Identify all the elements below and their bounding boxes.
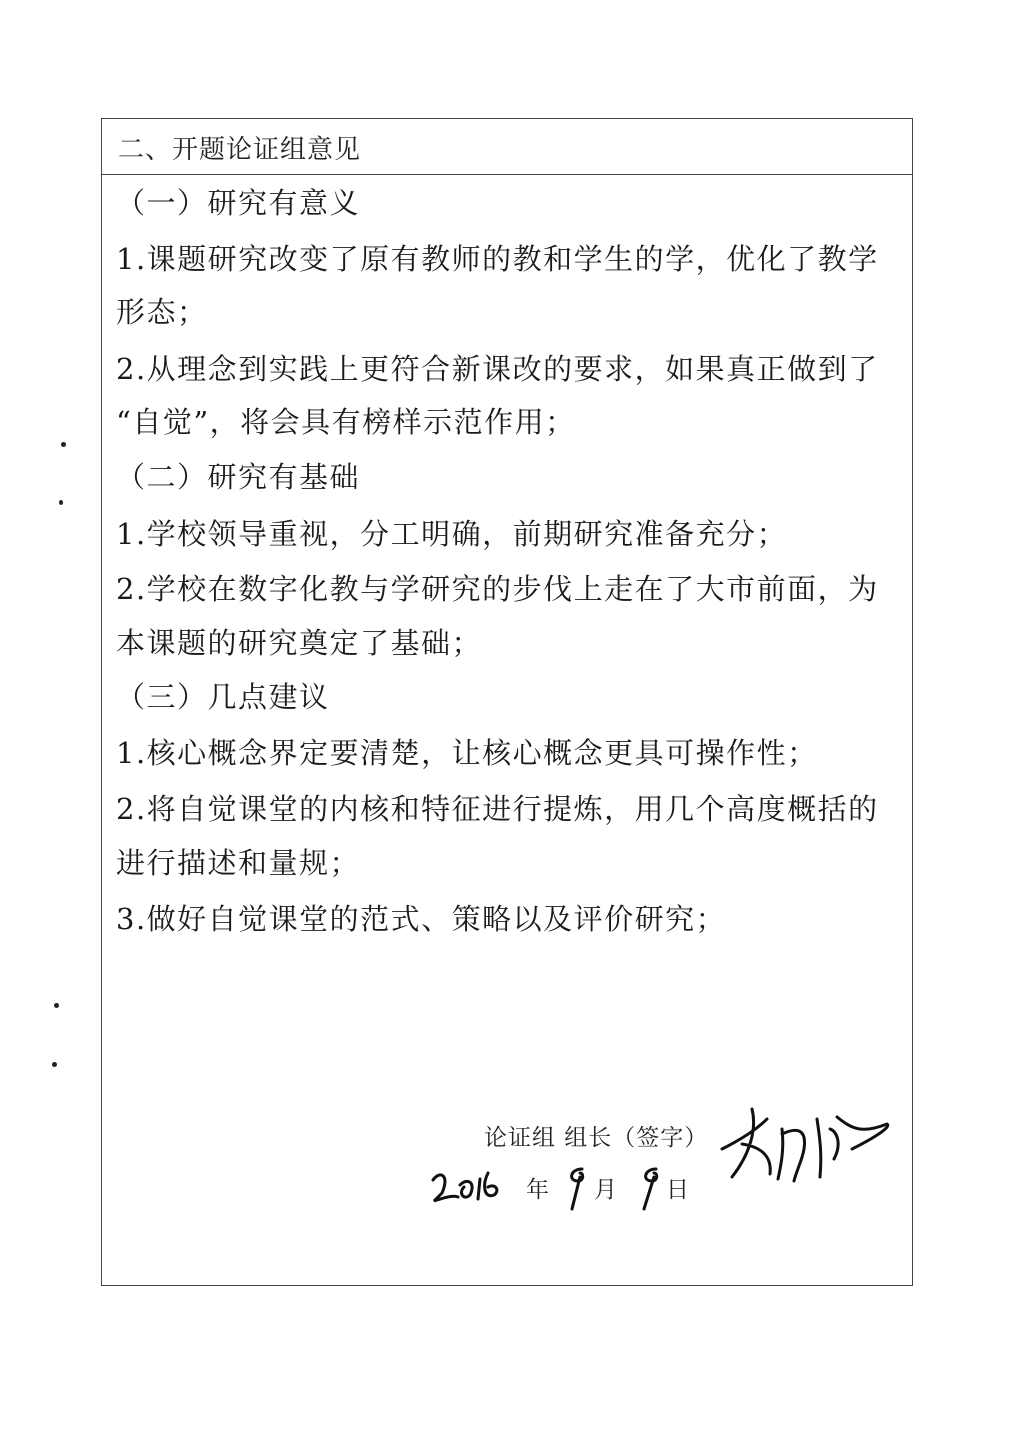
- heading-foundation: （二）研究有基础: [116, 460, 361, 494]
- margin-mark: [52, 1062, 57, 1067]
- margin-mark: [54, 1003, 59, 1008]
- table-header-row: [102, 119, 912, 175]
- paragraph-line: 1.学校领导重视，分工明确，前期研究准备充分；: [116, 517, 788, 551]
- margin-mark: [61, 442, 66, 447]
- handwritten-year: [428, 1165, 528, 1205]
- handwritten-signature: [712, 1099, 902, 1189]
- paragraph-line: 1.课题研究改变了原有教师的教和学生的学，优化了教学: [116, 242, 879, 276]
- paragraph-line: “自觉”，将会具有榜样示范作用；: [116, 405, 576, 439]
- heading-meaningful: （一）研究有意义: [116, 186, 361, 220]
- paragraph-line: 2.从理念到实践上更符合新课改的要求，如果真正做到了: [116, 352, 879, 386]
- handwritten-day: [632, 1163, 666, 1213]
- paragraph-line: 2.将自觉课堂的内核和特征进行提炼，用几个高度概括的: [116, 792, 879, 826]
- paragraph-line: 本课题的研究奠定了基础；: [116, 626, 483, 660]
- signature-label: 论证组 组长（签字）: [484, 1125, 709, 1151]
- paragraph-line: 3.做好自觉课堂的范式、策略以及评价研究；: [116, 902, 727, 936]
- margin-mark: [59, 500, 63, 505]
- paragraph-line: 进行描述和量规；: [116, 846, 361, 880]
- opinion-table: [101, 118, 913, 1286]
- paragraph-line: 1.核心概念界定要清楚，让核心概念更具可操作性；: [116, 736, 818, 770]
- month-suffix: 月: [594, 1177, 617, 1203]
- paragraph-line: 2.学校在数字化教与学研究的步伐上走在了大市前面，为: [116, 572, 879, 606]
- year-suffix: 年: [526, 1177, 549, 1203]
- handwritten-month: [562, 1163, 592, 1213]
- section-title: 二、开题论证组意见: [118, 135, 362, 165]
- heading-suggestions: （三）几点建议: [116, 680, 330, 714]
- paragraph-line: 形态；: [116, 295, 208, 329]
- day-suffix: 日: [666, 1177, 689, 1203]
